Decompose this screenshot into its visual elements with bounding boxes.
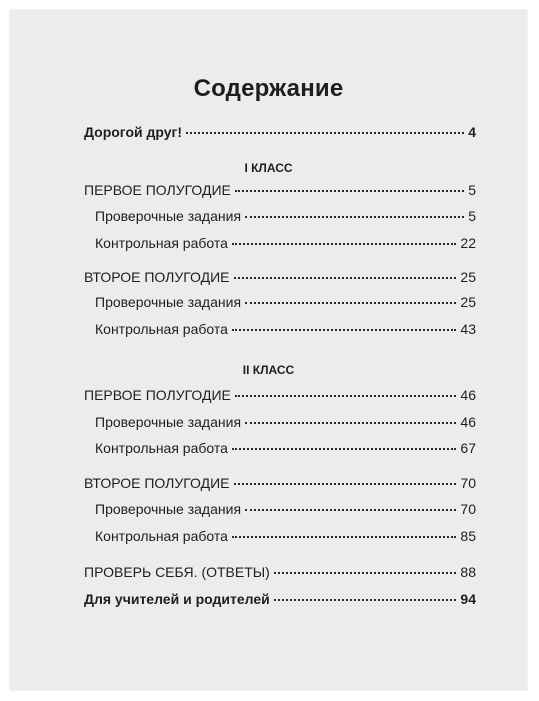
dot-leader — [235, 190, 464, 192]
toc-entry-g2-half1 — [84, 387, 476, 404]
toc-entry-page: 46 — [460, 414, 476, 430]
dot-leader — [232, 329, 457, 331]
toc-entry-label: Проверочные задания — [95, 294, 242, 310]
dot-leader — [234, 483, 457, 485]
toc-entry-g1-half2-check — [95, 294, 476, 311]
toc-entry-g2-half2-control — [95, 528, 476, 545]
dot-leader — [245, 509, 456, 511]
toc-entry-label: Контрольная работа — [95, 235, 228, 251]
toc-entry-g2-half2 — [84, 475, 476, 492]
dot-leader — [245, 422, 456, 424]
toc-entry-g1-half1-control — [95, 235, 476, 252]
toc-entry-label: Проверочные задания — [95, 414, 242, 430]
toc-entry-page: 67 — [460, 440, 476, 456]
grade-1-heading: I КЛАСС — [244, 161, 293, 175]
toc-entry-page: 70 — [460, 475, 476, 491]
toc-entry-label: ВТОРОЕ ПОЛУГОДИЕ — [84, 269, 230, 285]
toc-entry-page: 46 — [460, 387, 476, 403]
book-page — [10, 10, 527, 690]
toc-entry-page: 94 — [460, 591, 476, 607]
toc-entry-g1-half1 — [84, 182, 476, 199]
dot-leader — [235, 395, 457, 397]
toc-entry-label: Проверочные задания — [95, 501, 242, 517]
toc-entry-page: 25 — [460, 294, 476, 310]
toc-entry-intro — [84, 124, 476, 141]
toc-entry-g2-half1-check — [95, 414, 476, 431]
dot-leader — [274, 599, 457, 601]
toc-entry-label: ПЕРВОЕ ПОЛУГОДИЕ — [84, 387, 231, 403]
toc-entry-label: ВТОРОЕ ПОЛУГОДИЕ — [84, 475, 230, 491]
toc-entry-g2-half2-check — [95, 501, 476, 518]
toc-entry-answers — [84, 564, 476, 581]
dot-leader — [245, 216, 464, 218]
dot-leader — [232, 448, 457, 450]
toc-entry-label: Проверочные задания — [95, 208, 242, 224]
toc-entry-page: 70 — [460, 501, 476, 517]
toc-entry-page: 22 — [460, 235, 476, 251]
toc-entry-label: ПЕРВОЕ ПОЛУГОДИЕ — [84, 182, 231, 198]
dot-leader — [274, 572, 457, 574]
toc-entry-page: 43 — [460, 321, 476, 337]
toc-entry-teachers — [84, 591, 476, 608]
toc-entry-label: Контрольная работа — [95, 528, 228, 544]
dot-leader — [245, 302, 456, 304]
dot-leader — [186, 132, 464, 134]
dot-leader — [234, 277, 457, 279]
toc-entry-page: 5 — [468, 208, 476, 224]
toc-entry-page: 85 — [460, 528, 476, 544]
toc-entry-label: Дорогой друг! — [84, 124, 183, 140]
toc-entry-page: 4 — [468, 124, 476, 140]
toc-entry-page: 5 — [468, 182, 476, 198]
toc-entry-label: ПРОВЕРЬ СЕБЯ. (ОТВЕТЫ) — [84, 564, 270, 580]
toc-entry-g1-half2-control — [95, 321, 476, 338]
grade-2-heading: II КЛАСС — [242, 363, 295, 377]
dot-leader — [232, 243, 457, 245]
page-title: Содержание — [193, 75, 344, 102]
toc-entry-g2-half1-control — [95, 440, 476, 457]
toc-entry-page: 88 — [460, 564, 476, 580]
toc-entry-page: 25 — [460, 269, 476, 285]
toc-entry-g1-half1-check — [95, 208, 476, 225]
toc-entry-g1-half2 — [84, 269, 476, 286]
toc-entry-label: Для учителей и родителей — [84, 591, 270, 607]
toc-entry-label: Контрольная работа — [95, 321, 228, 337]
dot-leader — [232, 536, 457, 538]
toc-entry-label: Контрольная работа — [95, 440, 228, 456]
